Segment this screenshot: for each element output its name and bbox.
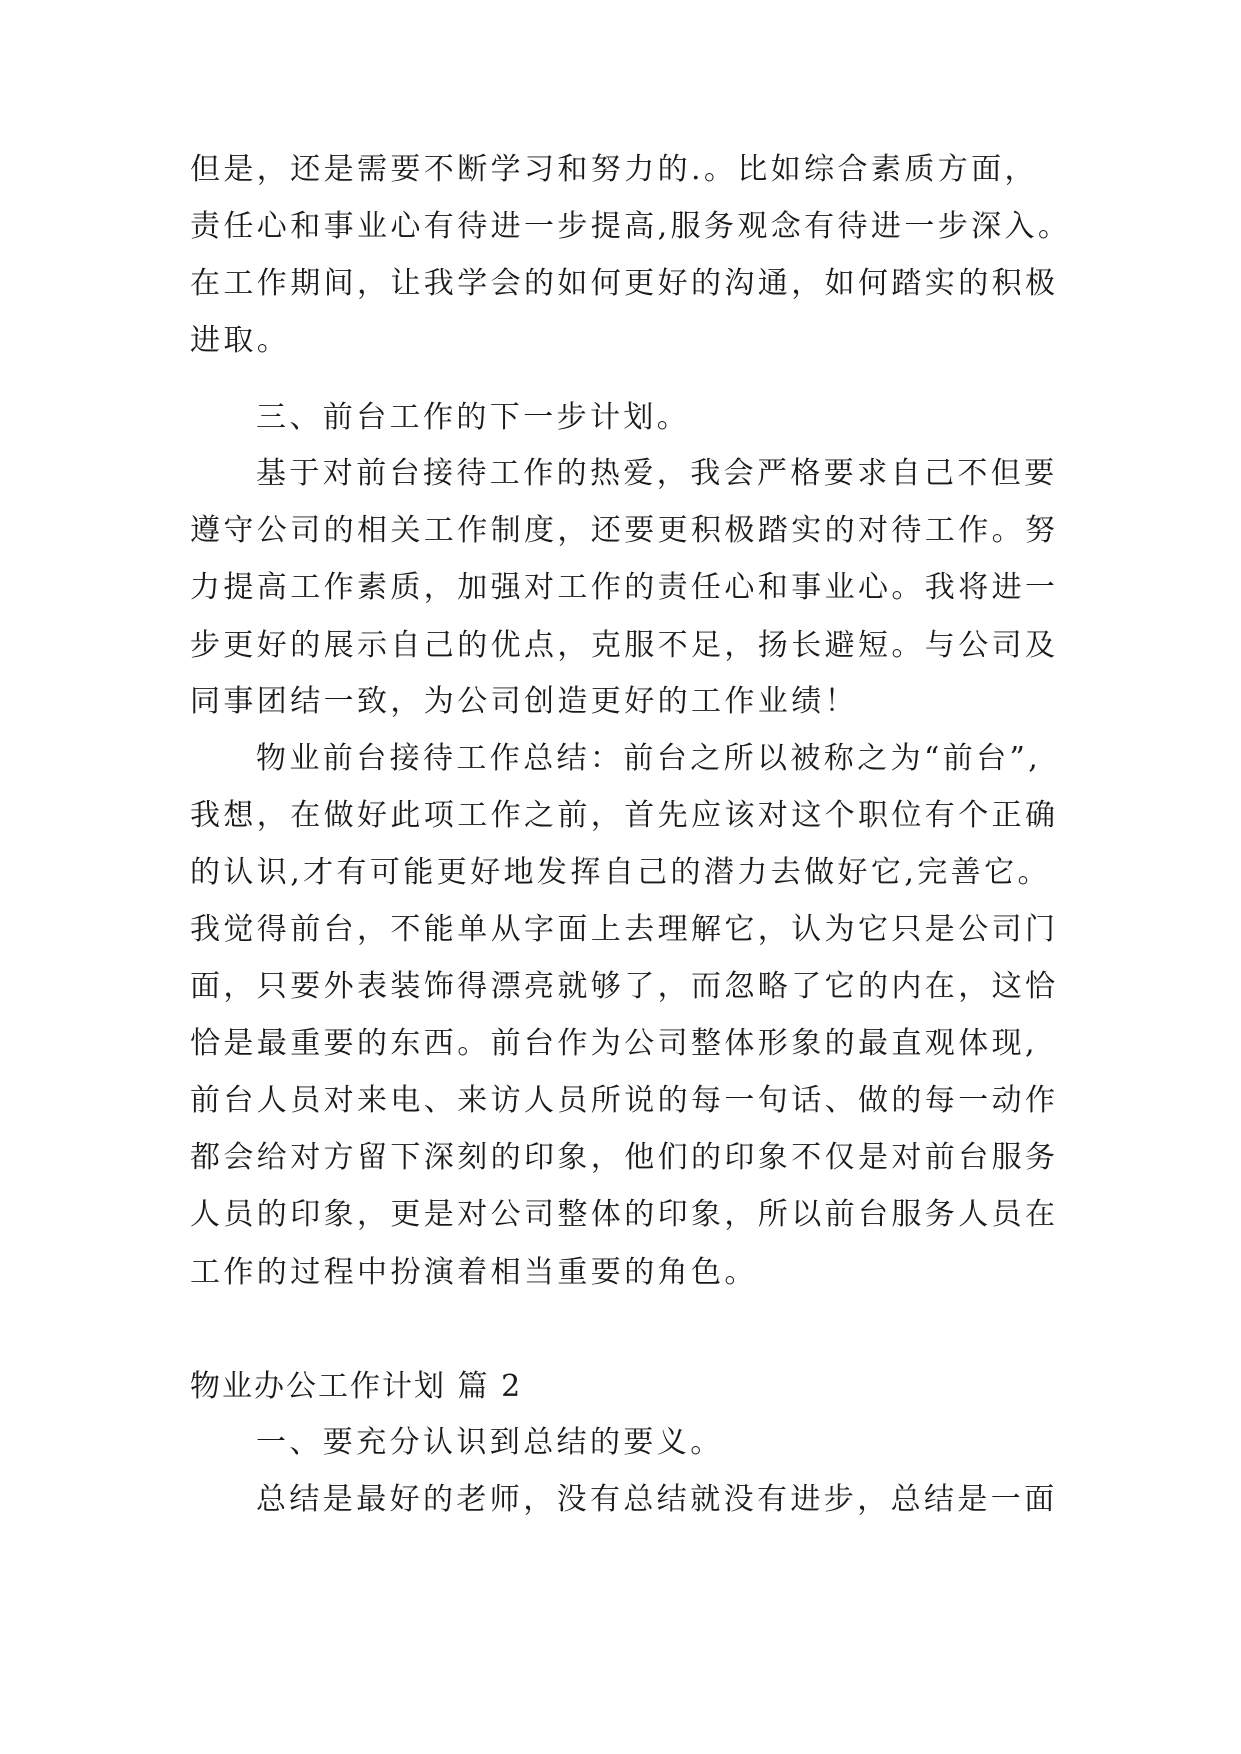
text-line: 物业前台接待工作总结：前台之所以被称之为“前台”, [256, 741, 1042, 776]
text-line: 前台人员对来电、来访人员所说的每一句话、做的每一动作 [190, 1083, 1059, 1118]
text-line: 步更好的展示自己的优点，克服不足，扬长避短。与公司及 [190, 628, 1059, 663]
text-line: 责任心和事业心有待进一步提高,服务观念有待进一步深入。 [190, 209, 1072, 244]
text-line: 但是，还是需要不断学习和努力的.。比如综合素质方面， [190, 152, 1038, 187]
section-heading: 三、前台工作的下一步计划。 [256, 400, 691, 435]
text-line: 遵守公司的相关工作制度，还要更积极踏实的对待工作。努 [190, 513, 1059, 548]
text-line: 在工作期间，让我学会的如何更好的沟通，如何踏实的积极 [190, 266, 1059, 301]
text-line: 我觉得前台，不能单从字面上去理解它，认为它只是公司门 [190, 912, 1059, 947]
chapter-title: 物业办公工作计划 篇 2 [190, 1369, 523, 1404]
text-line: 基于对前台接待工作的热爱，我会严格要求自己不但要 [256, 456, 1058, 491]
text-line: 同事团结一致，为公司创造更好的工作业绩！ [190, 684, 858, 719]
text-line: 人员的印象，更是对公司整体的印象，所以前台服务人员在 [190, 1197, 1059, 1232]
text-line: 力提高工作素质，加强对工作的责任心和事业心。我将进一 [190, 570, 1059, 605]
section-heading: 一、要充分认识到总结的要义。 [256, 1425, 724, 1460]
text-line: 总结是最好的老师，没有总结就没有进步，总结是一面 [256, 1482, 1058, 1517]
text-line: 恰是最重要的东西。前台作为公司整体形象的最直观体现, [190, 1026, 1038, 1061]
text-line: 工作的过程中扮演着相当重要的角色。 [190, 1255, 758, 1290]
text-line: 都会给对方留下深刻的印象，他们的印象不仅是对前台服务 [190, 1140, 1059, 1175]
text-line: 进取。 [190, 323, 291, 358]
text-line: 面，只要外表装饰得漂亮就够了，而忽略了它的内在，这恰 [190, 969, 1059, 1004]
text-line: 我想，在做好此项工作之前，首先应该对这个职位有个正确 [190, 798, 1059, 833]
text-line: 的认识,才有可能更好地发挥自己的潜力去做好它,完善它。 [190, 855, 1051, 890]
